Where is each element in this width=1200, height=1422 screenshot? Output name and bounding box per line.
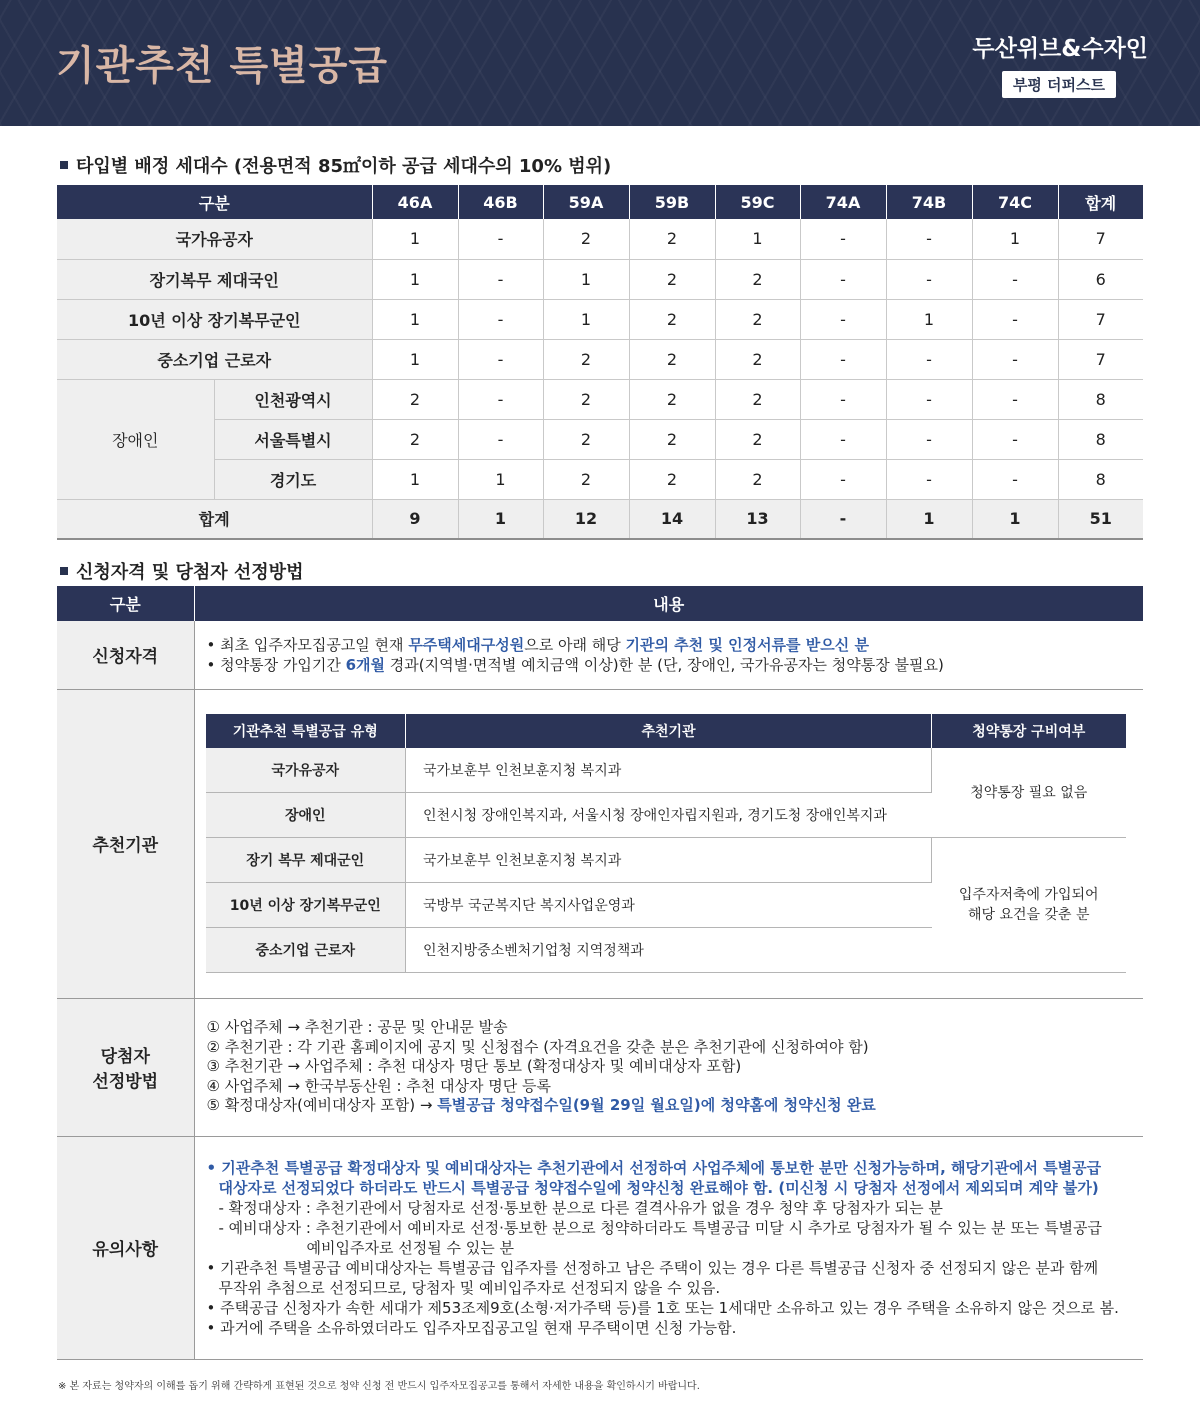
- table-cell: 2: [715, 299, 800, 339]
- table-cell: 2: [629, 299, 715, 339]
- step-item: ④ 사업주체 → 한국부동산원 : 추천 대상자 명단 등록: [206, 1076, 552, 1095]
- allocation-table: [57, 185, 1143, 540]
- col-header: 합계: [1058, 185, 1143, 219]
- row-label: 10년 이상 장기복무군인: [57, 299, 372, 339]
- table-cell: -: [800, 339, 886, 379]
- table-cell: 1: [372, 339, 458, 379]
- total-cell: 9: [372, 499, 458, 539]
- table-cell: 2: [715, 379, 800, 419]
- table-cell: 2: [372, 379, 458, 419]
- section-title-allocation: 타입별 배정 세대수 (전용면적 85㎡이하 공급 세대수의 10% 범위): [60, 152, 611, 178]
- row-selection: [57, 998, 1143, 1136]
- agency-row: 10년 이상 장기복무군인 국방부 국군복지단 복지사업운영과: [206, 883, 1126, 928]
- table-cell: 2: [372, 419, 458, 459]
- table-cell: 8: [1058, 459, 1143, 499]
- row-label: 신청자격: [57, 621, 194, 689]
- total-cell: 14: [629, 499, 715, 539]
- agency-row: 장기 복무 제대군인 국가보훈부 인천보훈지청 복지과 입주자저축에 가입되어 해당 요건을 갖춘 분: [206, 838, 1126, 883]
- table-row: [57, 459, 1143, 499]
- table-cell: 2: [543, 419, 629, 459]
- table-cell: 8: [1058, 419, 1143, 459]
- table-cell: -: [800, 419, 886, 459]
- table-cell: 1: [372, 459, 458, 499]
- table-cell: -: [800, 299, 886, 339]
- col-header-content: 내용: [194, 586, 1143, 621]
- row-label: 합계: [57, 499, 372, 539]
- table-cell: 1: [543, 299, 629, 339]
- table-cell: 1: [972, 219, 1058, 259]
- table-cell: 2: [715, 339, 800, 379]
- table-row: [57, 299, 1143, 339]
- agency-row: 국가유공자 국가보훈부 인천보훈지청 복지과 청약통장 필요 없음: [206, 748, 1126, 793]
- total-cell: 51: [1058, 499, 1143, 539]
- table-cell: -: [886, 339, 972, 379]
- inner-col-header: 청약통장 구비여부: [932, 714, 1126, 748]
- table-cell: -: [972, 419, 1058, 459]
- table-cell: -: [800, 379, 886, 419]
- row-label: 추천기관: [57, 689, 194, 998]
- table-cell: 2: [543, 219, 629, 259]
- row-label: 인천광역시: [214, 379, 372, 419]
- allocation-header-row: [57, 185, 1143, 219]
- row-notes: [57, 1136, 1143, 1359]
- table-cell: 6: [1058, 259, 1143, 299]
- agency-row: 장애인 인천시청 장애인복지과, 서울시청 장애인자립지원과, 경기도청 장애인복지과: [206, 793, 1126, 838]
- table-cell: -: [972, 379, 1058, 419]
- row-label: 유의사항: [57, 1136, 194, 1359]
- table-cell: -: [458, 379, 543, 419]
- table-cell: 1: [372, 259, 458, 299]
- col-header: 구분: [57, 185, 372, 219]
- agency-content: [194, 689, 1143, 998]
- agency-table: [206, 714, 1126, 974]
- row-label: 장기복무 제대국인: [57, 259, 372, 299]
- col-header: 74C: [972, 185, 1058, 219]
- table-cell: -: [800, 219, 886, 259]
- brand-name: 두산위브&수자인: [972, 36, 1148, 62]
- qualification-content: • 최초 입주자모집공고일 현재 무주택세대구성원으로 아래 해당 기관의 추천 및 인정서류를 받으신 분 • 청약통장 가입기간 6개월 경과(지역별·면적별 예치금액 이상)한 분 (단, 장애인, 국가유공자는 청약통장 불필요): [194, 621, 1143, 689]
- table-cell: -: [800, 259, 886, 299]
- header-banner: [0, 0, 1200, 126]
- col-header: 59B: [629, 185, 715, 219]
- table-cell: 7: [1058, 299, 1143, 339]
- col-header: 59C: [715, 185, 800, 219]
- table-cell: -: [886, 419, 972, 459]
- row-group-label: 장애인: [57, 379, 214, 499]
- table-cell: 1: [543, 259, 629, 299]
- bankbook-requirement: 입주자저축에 가입되어 해당 요건을 갖춘 분: [932, 838, 1126, 973]
- agency-row: 중소기업 근로자 인천지방중소벤처기업청 지역정책과: [206, 928, 1126, 973]
- table-cell: -: [972, 339, 1058, 379]
- step-item: ① 사업주체 → 추천기관 : 공문 및 안내문 발송: [206, 1018, 508, 1037]
- table-cell: 2: [629, 339, 715, 379]
- table-cell: -: [458, 419, 543, 459]
- total-cell: 1: [972, 499, 1058, 539]
- inner-col-header: 추천기관: [406, 714, 932, 748]
- table-cell: -: [886, 259, 972, 299]
- table-cell: -: [458, 299, 543, 339]
- table-cell: -: [972, 299, 1058, 339]
- page-title: 기관추천 특별공급: [56, 43, 389, 89]
- notes-content: • 기관추천 특별공급 확정대상자 및 예비대상자는 추천기관에서 선정하여 사업주체에 통보한 분만 신청가능하며, 해당기관에서 특별공급 대상자로 선정되었다 하더라도 반드시 특별공급 청약접수일에 청약신청 완료해야 함. (미신청 시 당첨자 선정에서 제외되며 계약 불가) - 확정대상자 : 추천기관에서 당첨자로 선정·통보한 분으로 다른 결격사유가 없을 경우 청약 후 당첨자가 되는 분 - 예비대상자 : 추천기관에서 예비자로 선정·통보한 분으로 청약하더라도 특별공급 미달 시 추가로 당첨자가 될 수 있는 분 또는 특별공급 예비입주자로 선정될 수 있는 분 • 기관추천 특별공급 예비대상자는 특별공급 입주자를 선정하고 남은 주택이 있는 경우 다른 특별공급 신청자 중 선정되지 않은 분과 함께 무작위 추첨으로 선정되므로, 당첨자 및 예비입주자로 선정되지 않을 수 있음. • 주택공급 신청자가 속한 세대가 제53조제9호(소형·저가주택 등)를 1호 또는 1세대만 소유하고 있는 경우 주택을 소유하지 않은 것으로 봄. • 과거에 주택을 소유하였더라도 입주자모집공고일 현재 무주택이면 신청 가능함.: [194, 1136, 1143, 1359]
- row-label: 서울특별시: [214, 419, 372, 459]
- step-item: ⑤ 확정대상자(예비대상자 포함) → 특별공급 청약접수일(9월 29일 월요일)에 청약홈에 청약신청 완료: [206, 1096, 876, 1115]
- total-cell: 1: [458, 499, 543, 539]
- table-cell: -: [972, 459, 1058, 499]
- table-cell: 7: [1058, 219, 1143, 259]
- table-cell: 2: [543, 459, 629, 499]
- row-agency: [57, 689, 1143, 998]
- table-cell: 1: [886, 299, 972, 339]
- table-cell: -: [886, 219, 972, 259]
- row-label: 국가유공자: [57, 219, 372, 259]
- table-cell: 2: [715, 259, 800, 299]
- total-cell: 12: [543, 499, 629, 539]
- table-cell: -: [800, 459, 886, 499]
- square-bullet-icon: [60, 161, 68, 169]
- table-row: [57, 219, 1143, 259]
- table-cell: -: [972, 259, 1058, 299]
- col-header: 46A: [372, 185, 458, 219]
- step-item: ③ 추천기관 → 사업주체 : 추천 대상자 명단 통보 (확정대상자 및 예비대상자 포함): [206, 1057, 742, 1076]
- col-header: 59A: [543, 185, 629, 219]
- step-item: ② 추천기관 : 각 기관 홈페이지에 공지 및 신청접수 (자격요건을 갖춘 분은 추천기관에 신청하여야 함): [206, 1037, 869, 1056]
- table-cell: 2: [629, 259, 715, 299]
- table-cell: 1: [458, 459, 543, 499]
- table-cell: -: [458, 259, 543, 299]
- table-cell: 2: [543, 339, 629, 379]
- selection-steps: [194, 998, 1143, 1136]
- table-cell: 2: [715, 459, 800, 499]
- bankbook-requirement: 청약통장 필요 없음: [932, 748, 1126, 838]
- table-row: [57, 339, 1143, 379]
- section-title-qualification: 신청자격 및 당첨자 선정방법: [60, 558, 303, 584]
- brand-subtitle-badge: 부평 더퍼스트: [1002, 71, 1116, 98]
- table-cell: 1: [372, 219, 458, 259]
- inner-col-header: 기관추천 특별공급 유형: [206, 714, 406, 748]
- total-cell: -: [800, 499, 886, 539]
- table-cell: 1: [715, 219, 800, 259]
- table-cell: -: [458, 339, 543, 379]
- table-cell: -: [886, 459, 972, 499]
- total-cell: 13: [715, 499, 800, 539]
- row-label: 경기도: [214, 459, 372, 499]
- table-cell: 2: [629, 419, 715, 459]
- table-cell: 2: [629, 459, 715, 499]
- table-row: [57, 379, 1143, 419]
- row-label: 당첨자 선정방법: [57, 998, 194, 1136]
- qualification-table: [57, 586, 1143, 1360]
- row-label: 중소기업 근로자: [57, 339, 372, 379]
- table-cell: -: [886, 379, 972, 419]
- row-qualification: [57, 621, 1143, 689]
- square-bullet-icon: [60, 567, 68, 575]
- total-cell: 1: [886, 499, 972, 539]
- table-cell: 2: [629, 219, 715, 259]
- table-row: [57, 259, 1143, 299]
- table-cell: 7: [1058, 339, 1143, 379]
- footer-disclaimer: ※ 본 자료는 청약자의 이해를 돕기 위해 간략하게 표현된 것으로 청약 신청 전 반드시 입주자모집공고를 통해서 자세한 내용을 확인하시기 바랍니다.: [58, 1381, 700, 1392]
- table-cell: -: [458, 219, 543, 259]
- col-header: 74A: [800, 185, 886, 219]
- table-cell: 2: [715, 419, 800, 459]
- col-header: 74B: [886, 185, 972, 219]
- table-row: [57, 419, 1143, 459]
- table-cell: 2: [629, 379, 715, 419]
- col-header-category: 구분: [57, 586, 194, 621]
- table-cell: 1: [372, 299, 458, 339]
- col-header: 46B: [458, 185, 543, 219]
- table-cell: 8: [1058, 379, 1143, 419]
- table-cell: 2: [543, 379, 629, 419]
- total-row: [57, 499, 1143, 539]
